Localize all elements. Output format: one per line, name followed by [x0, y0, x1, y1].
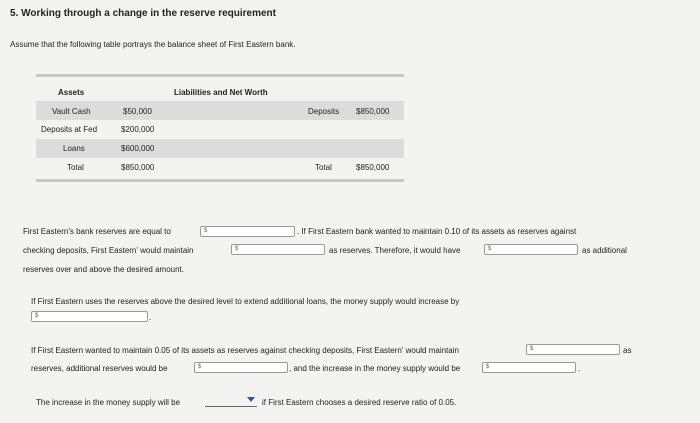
- q1-text-1b: . If First Eastern bank wanted to maintain 0.10 of its assets as reserves against: [297, 227, 577, 236]
- q2-end: .: [149, 313, 152, 322]
- q3-text-2c: .: [578, 364, 581, 373]
- q1-text-2a: checking deposits, First Eastern' would maintain: [23, 246, 194, 255]
- asset-value-vault-cash: $50,000: [123, 107, 152, 116]
- asset-label-vault-cash: Vault Cash: [52, 107, 91, 116]
- currency-symbol: $: [204, 228, 208, 234]
- additional-reserves-input[interactable]: [194, 362, 288, 373]
- q2-text: If First Eastern uses the reserves above the desired level to extend additional loans, the money supply would increase by: [31, 297, 460, 306]
- excess-reserves-input[interactable]: [484, 244, 578, 255]
- liability-label-total: Total: [315, 163, 332, 172]
- assets-header: Assets: [58, 88, 85, 97]
- asset-label-loans: Loans: [63, 144, 85, 153]
- q1-text-1a: First Eastern's bank reserves are equal to: [23, 227, 171, 236]
- currency-symbol: $: [235, 246, 239, 252]
- q3-text-1a: If First Eastern wanted to maintain 0.05 of its assets as reserves against checking deposits, First Eastern' would maintain: [31, 346, 459, 355]
- asset-label-total: Total: [67, 163, 84, 172]
- liability-value-deposits: $850,000: [356, 107, 390, 116]
- asset-value-total: $850,000: [121, 163, 155, 172]
- currency-symbol: $: [486, 364, 490, 370]
- q4-text-b: if First Eastern chooses a desired reserve ratio of 0.05.: [262, 398, 457, 407]
- table-row-band: [36, 139, 404, 158]
- table-row-band: [36, 101, 404, 120]
- liability-value-total: $850,000: [356, 163, 390, 172]
- liabilities-header: Liabilities and Net Worth: [174, 88, 268, 97]
- desired-reserves-005-input[interactable]: [526, 344, 620, 355]
- q1-text-2b: as reserves. Therefore, it would have: [329, 246, 461, 255]
- table-top-rule: [36, 74, 404, 77]
- liability-label-deposits: Deposits: [308, 107, 340, 116]
- q3-text-1b: as: [623, 346, 632, 355]
- desired-reserves-input[interactable]: [231, 244, 325, 255]
- intro-text: Assume that the following table portrays the balance sheet of First Eastern bank.: [10, 40, 296, 49]
- reserves-input[interactable]: [200, 226, 295, 237]
- money-supply-increase-005-input[interactable]: [482, 362, 576, 373]
- q1-text-3: reserves over and above the desired amount.: [23, 265, 184, 274]
- q3-text-2b: , and the increase in the money supply would be: [289, 364, 461, 373]
- q1-text-2c: as additional: [582, 246, 627, 255]
- asset-value-loans: $600,000: [121, 144, 155, 153]
- question-heading: 5. Working through a change in the reserve requirement: [10, 8, 276, 19]
- q3-text-2a: reserves, additional reserves would be: [31, 364, 168, 373]
- asset-label-deposits-fed: Deposits at Fed: [41, 125, 98, 134]
- money-supply-change-dropdown[interactable]: [205, 396, 257, 407]
- table-bottom-rule: [36, 179, 404, 182]
- balance-sheet-table: [36, 74, 404, 186]
- currency-symbol: $: [198, 364, 202, 370]
- asset-value-deposits-fed: $200,000: [121, 125, 155, 134]
- q4-text-a: The increase in the money supply will be: [36, 398, 181, 407]
- currency-symbol: $: [35, 313, 39, 319]
- money-supply-increase-input[interactable]: [31, 311, 148, 322]
- currency-symbol: $: [530, 346, 534, 352]
- currency-symbol: $: [488, 246, 492, 252]
- chevron-down-icon: [247, 397, 255, 402]
